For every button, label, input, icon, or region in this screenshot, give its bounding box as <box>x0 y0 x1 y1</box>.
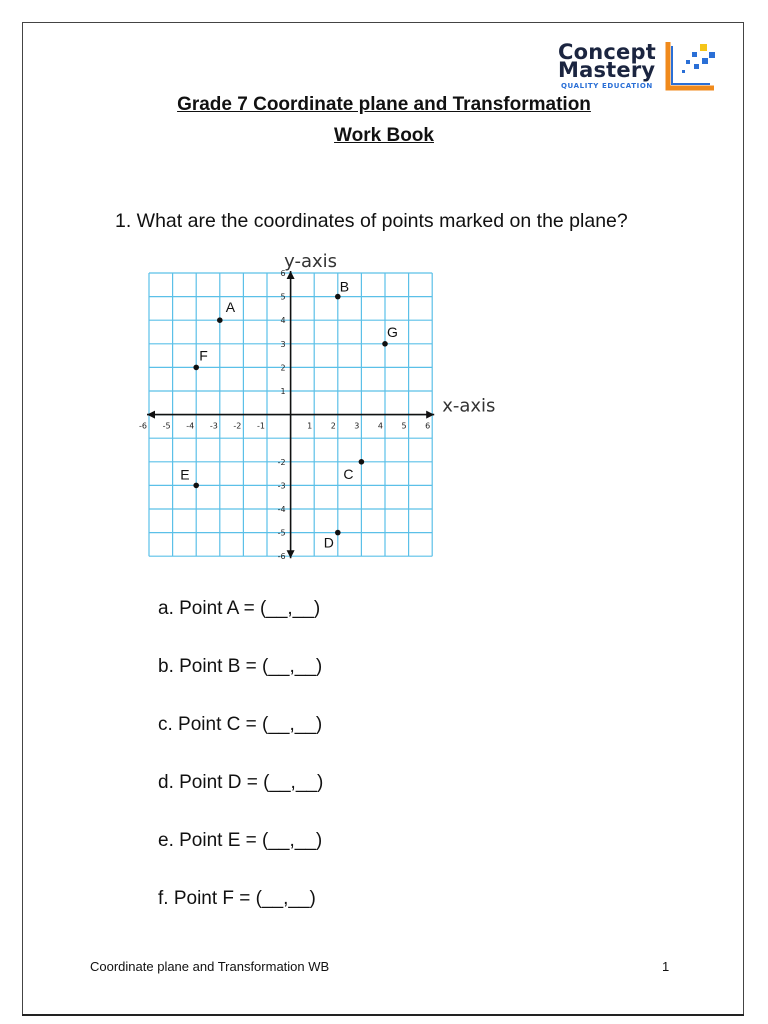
y-tick-label: 3 <box>280 339 286 349</box>
y-axis-label: y-axis <box>284 251 338 272</box>
y-tick-label: -5 <box>277 528 286 538</box>
point-e-label: E <box>180 466 190 483</box>
coordinate-plane <box>140 248 510 570</box>
x-tick-label: 1 <box>307 421 313 431</box>
point-c-label: C <box>343 465 354 482</box>
point-d-marker <box>335 530 341 536</box>
answer-line: a. Point A = (__,__) <box>158 598 321 619</box>
x-tick-label: -6 <box>139 421 147 431</box>
x-tick-label: 4 <box>377 421 383 431</box>
page-bottom-border <box>22 1014 744 1016</box>
x-axis-arrow-left <box>147 411 155 419</box>
point-a-marker <box>217 317 223 323</box>
point-c-marker <box>359 459 365 465</box>
point-b-marker <box>335 294 341 300</box>
x-tick-label: 3 <box>354 421 360 431</box>
x-tick-label: 6 <box>425 421 431 431</box>
y-tick-label: 6 <box>280 269 286 278</box>
question-text: 1. What are the coordinates of points marked on the plane? <box>115 210 628 232</box>
page-subtitle: Work Book <box>334 125 434 146</box>
point-a-label: A <box>225 299 236 316</box>
point-g-marker <box>382 341 388 347</box>
x-tick-label: -1 <box>257 421 265 431</box>
y-tick-label: 5 <box>280 292 286 302</box>
x-axis-arrow-right <box>426 411 434 419</box>
answer-line: d. Point D = (__,__) <box>158 772 324 793</box>
answer-line: c. Point C = (__,__) <box>158 714 323 735</box>
point-d-label: D <box>323 534 334 551</box>
point-f-marker <box>193 365 199 371</box>
page-number: 1 <box>662 959 670 974</box>
y-tick-label: 4 <box>280 316 286 326</box>
answer-line: b. Point B = (__,__) <box>158 656 323 677</box>
y-tick-label: -3 <box>277 481 286 491</box>
x-axis-label: x-axis <box>442 395 496 417</box>
y-axis-arrow-down <box>287 550 295 558</box>
y-tick-label: 1 <box>280 387 286 396</box>
page-title: Grade 7 Coordinate plane and Transformation <box>177 94 591 115</box>
logo-line-1: Concept <box>558 40 656 64</box>
y-tick-label: -2 <box>277 457 286 467</box>
x-tick-label: -5 <box>162 421 171 431</box>
point-g-label: G <box>387 323 398 340</box>
x-tick-label: -3 <box>209 421 218 431</box>
y-tick-label: -6 <box>277 552 286 562</box>
footer-title: Coordinate plane and Transformation WB <box>90 959 330 974</box>
logo-line-2: Mastery <box>558 58 656 82</box>
y-tick-label: -4 <box>277 505 286 514</box>
point-e-marker <box>193 483 199 489</box>
logo-mark-icon <box>662 38 720 94</box>
y-tick-label: 2 <box>280 363 286 373</box>
logo-tagline: QUALITY EDUCATION <box>561 82 653 90</box>
y-axis-arrow-up <box>287 271 295 279</box>
point-b-label: B <box>339 278 350 295</box>
x-tick-label: -4 <box>186 421 195 431</box>
answer-line: e. Point E = (__,__) <box>158 830 323 851</box>
x-tick-label: 2 <box>330 421 336 431</box>
answer-line: f. Point F = (__,__) <box>158 888 316 909</box>
logo <box>558 38 723 96</box>
x-tick-label: 5 <box>401 421 407 431</box>
x-tick-label: -2 <box>233 421 242 431</box>
point-f-label: F <box>199 347 208 364</box>
